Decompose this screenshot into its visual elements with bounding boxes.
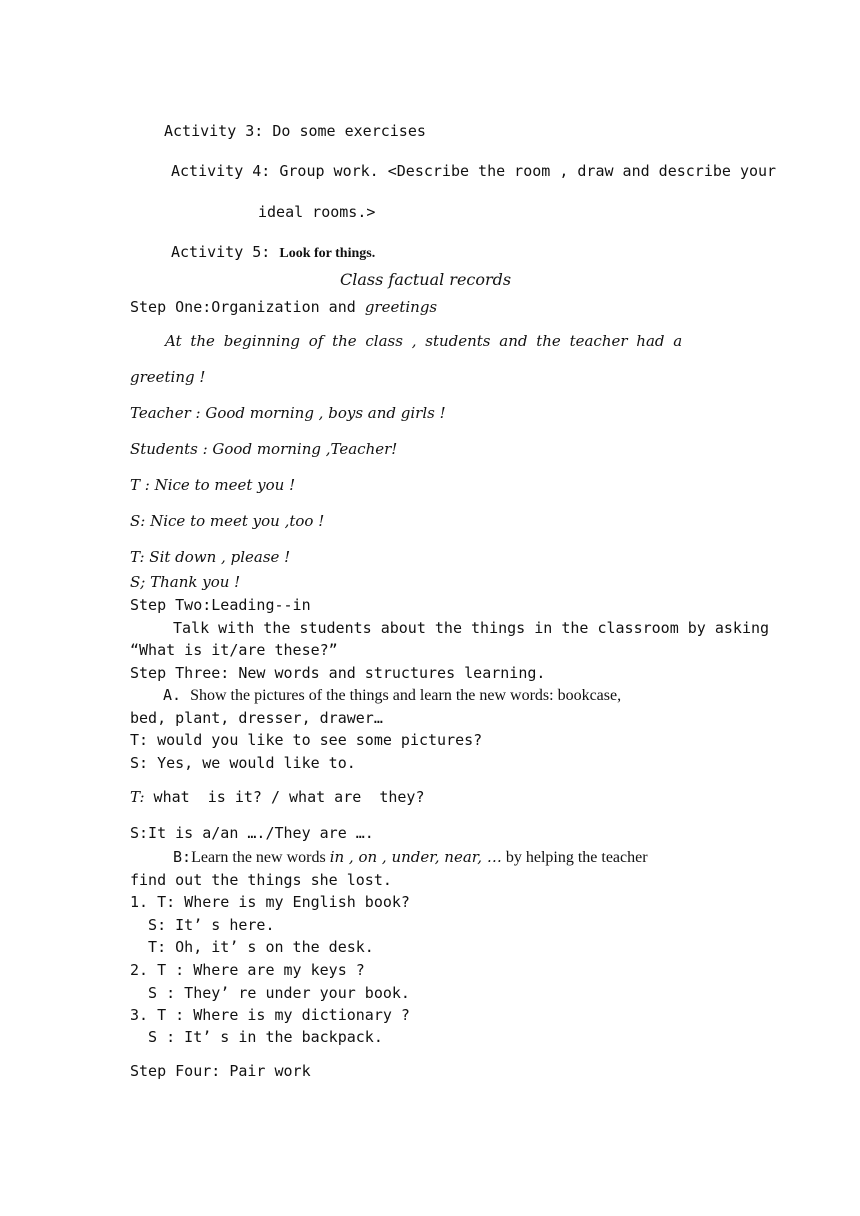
step-three-b-prefix: B: [173, 848, 192, 866]
step-three-b-line1 [173, 848, 648, 867]
activity-5 [171, 243, 375, 263]
step-three-b-line2: find out the things she lost. [130, 871, 392, 889]
step-three-t1: T: would you like to see some pictures? [130, 731, 483, 749]
step-two-line2: “What is it/are these?” [130, 641, 338, 659]
list-item: S : They’ re under your book. [130, 984, 410, 1002]
step-three-t2 [130, 788, 425, 806]
step-one-intro-line1: At the beginning of the class , students and the teacher had a [165, 332, 683, 350]
step-three-s1: S: Yes, we would like to. [130, 754, 356, 772]
step-three-a-line2: bed, plant, dresser, drawer… [130, 709, 383, 727]
dialogue-line: T: Sit down , please ! [130, 548, 291, 566]
list-item: S : It’ s in the backpack. [130, 1028, 383, 1046]
dialogue-line: Students : Good morning ,Teacher! [130, 440, 398, 458]
step-four-heading: Step Four: Pair work [130, 1062, 311, 1080]
step-two-heading: Step Two:Leading--in [130, 596, 311, 614]
step-one-heading-italic: greetings [364, 298, 438, 316]
step-three-a-prefix: A. [163, 686, 191, 704]
step-three-t2-label: T: [130, 788, 145, 806]
activity-4-line1: Activity 4: Group work. <Describe the room , draw and describe your [171, 162, 777, 180]
step-three-s2: S:It is a/an …./They are …. [130, 824, 374, 842]
step-three-b-italic: in , on , under, near, … [329, 848, 502, 866]
dialogue-line: T : Nice to meet you ! [130, 476, 296, 494]
activity-4-line2: ideal rooms.> [258, 203, 376, 221]
activity-5-label: Activity 5: [171, 243, 280, 261]
list-item: 3. T : Where is my dictionary ? [130, 1006, 410, 1024]
step-three-t2-text: what is it? / what are they? [144, 788, 425, 806]
activity-3: Activity 3: Do some exercises [164, 122, 426, 140]
dialogue-line: Teacher : Good morning , boys and girls ! [130, 404, 446, 422]
list-item: 2. T : Where are my keys ? [130, 961, 365, 979]
step-two-line1: Talk with the students about the things in the classroom by asking [173, 619, 770, 637]
step-three-heading: Step Three: New words and structures learning. [130, 664, 546, 682]
dialogue-line: S; Thank you ! [130, 573, 241, 591]
records-title: Class factual records [340, 270, 512, 289]
dialogue-line: S: Nice to meet you ,too ! [130, 512, 325, 530]
step-three-a-text: Show the pictures of the things and learn the new words: bookcase, [190, 687, 622, 704]
step-one-intro-line2: greeting ! [130, 368, 206, 386]
step-one-heading [130, 298, 437, 316]
activity-5-text: Look for things. [279, 246, 376, 261]
step-three-b-text1: Learn the new words [191, 849, 330, 866]
step-three-b-text2: by helping the teacher [501, 849, 648, 866]
list-item: S: It’ s here. [130, 916, 275, 934]
list-item: 1. T: Where is my English book? [130, 893, 410, 911]
list-item: T: Oh, it’ s on the desk. [130, 938, 374, 956]
step-three-a-line1 [163, 686, 621, 705]
step-one-heading-text: Step One:Organization and [130, 298, 365, 316]
